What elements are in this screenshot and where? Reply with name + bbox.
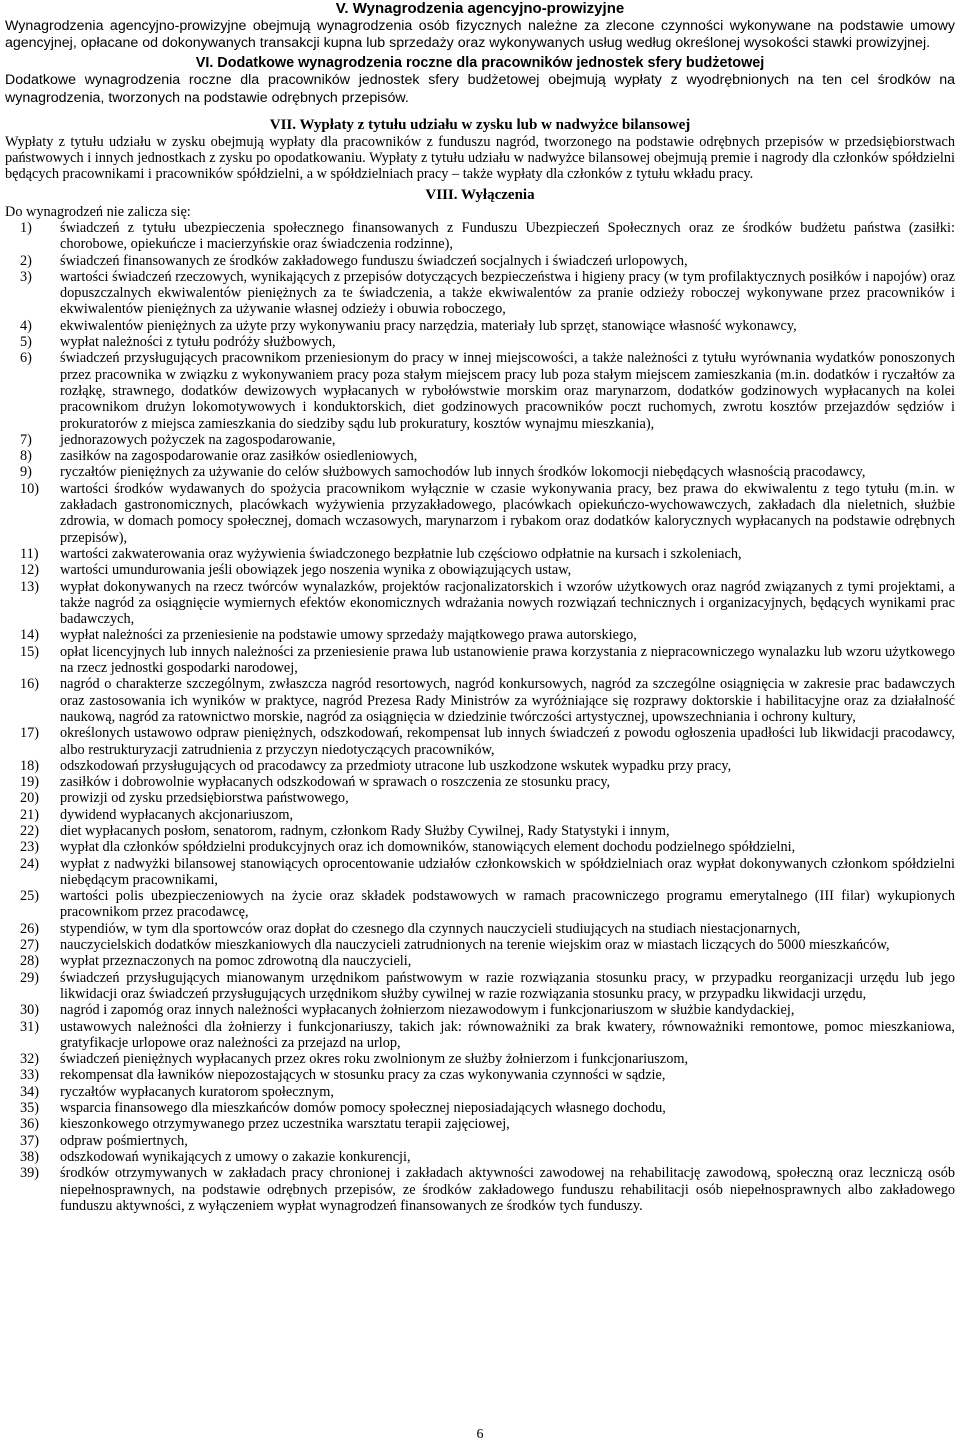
list-item: [5, 1100, 955, 1116]
list-item-text: świadczeń finansowanych ze środków zakładowego funduszu świadczeń socjalnych i świadczeń urlopowych,: [60, 252, 688, 269]
list-item: [5, 318, 955, 334]
list-item-number: 6): [20, 350, 32, 367]
list-item-number: 7): [20, 431, 32, 448]
list-item-text: zasiłków i dobrowolnie wypłacanych odszkodowań w sprawach o roszczenia ze stosunku pracy,: [60, 774, 611, 791]
list-item-number: 22): [20, 822, 40, 839]
list-item-number: 14): [20, 627, 40, 644]
list-item-text: wartości środków wydawanych do spożycia pracownikom wyłącznie w czasie wykonywania pracy, bez prawa do ekwiwalentu z tego tytułu (m.in. w zakładach gastronomicznych, placówkach wyżywienia przyzakładowego, placówkach opiekuńczo-wychowawczych, zakładach dla nieletnich, służbie zdrowia, w domach pomocy społecznej, domach wczasowych, marynarzom i rybakom oraz dodatków kalorycznych wypłacanych na podstawie odrębnych przepisów),: [60, 480, 955, 546]
list-item-number: 32): [20, 1051, 40, 1068]
list-item-text: wartości świadczeń rzeczowych, wynikających z przepisów dotyczących bezpieczeństwa i higieny pracy (w tym profilaktycznych posiłków i napojów) oraz dopuszczalnych ekwiwalentów pieniężnych za te świadczenia, a także ekwiwalentów za pranie odzieży roboczej wykonywane przez pracowników i ekwiwalentów pieniężnych za używanie własnej odzieży i obuwia roboczego,: [60, 268, 955, 318]
list-item-number: 12): [20, 562, 40, 579]
list-item-text: dywidend wypłacanych akcjonariuszom,: [60, 806, 294, 823]
list-item: [5, 970, 955, 1003]
list-item: [5, 758, 955, 774]
list-item-number: 5): [20, 334, 32, 351]
list-item: [5, 774, 955, 790]
list-item-number: 35): [20, 1100, 40, 1117]
list-item-number: 3): [20, 268, 32, 285]
list-item-text: wartości zakwaterowania oraz wyżywienia świadczonego bezpłatnie lub częściowo odpłatnie na kursach i szkoleniach,: [60, 545, 742, 562]
list-item: [5, 350, 955, 431]
list-item-text: prowizji od zysku przedsiębiorstwa państwowego,: [60, 790, 349, 807]
list-item: [5, 546, 955, 562]
section-6-text: Dodatkowe wynagrodzenia roczne dla pracowników jednostek sfery budżetowej obejmują wypłaty z wyodrębnionych na ten cel środków na wynagrodzenia, tworzonych na podstawie odrębnych przepisów.: [5, 72, 955, 106]
list-item-number: 27): [20, 937, 40, 954]
section-5-heading: V. Wynagrodzenia agencyjno-prowizyjne: [335, 0, 625, 17]
list-item: [5, 1019, 955, 1052]
document-page: [5, 0, 955, 1214]
list-item-text: odszkodowań przysługujących od pracodawcy za przedmioty utracone lub uszkodzone wskutek wypadku przy pracy,: [60, 757, 732, 774]
section-8-intro: Do wynagrodzeń nie zalicza się:: [5, 203, 191, 220]
list-item-text: jednorazowych pożyczek na zagospodarowanie,: [60, 431, 336, 448]
list-item-text: ustawowych należności dla żołnierzy i funkcjonariuszy, takich jak: równoważniki za brak kwatery, równoważniki remontowe, pomoc mieszkaniowa, gratyfikacje urlopowe oraz należności za przejazd na urlop,: [60, 1018, 955, 1051]
list-item-text: świadczeń przysługujących pracownikom przeniesionym do pracy w innej miejscowości, a także należności z tytułu wyrównania wydatków ponoszonych przez pracownika w związku z wykonywaniem pracy poza stałym miejscem pracy lub poza stałym miejscem zamieszkania (m.in. dodatków i ryczałtów za rozłąkę, strawnego, dodatków dewizowych wypłacanych w rybołówstwie morskim oraz marynarzom, dodatków godzinowych wypłacanych na kolei pracownikom drużyn lokomotywowych i konduktorskich, diet godzinowych pracowników poczt ruchomych, zwrotu kosztów przejazdów sędziów i prokuratorów z miejsca zamieszkania do siedziby sądu lub prokuratury, kosztów wynajmu mieszkania),: [60, 350, 955, 432]
list-item-number: 11): [20, 545, 39, 562]
list-item-number: 17): [20, 725, 40, 742]
list-item-number: 20): [20, 790, 40, 807]
list-item: [5, 1149, 955, 1165]
list-item-text: wypłat z nadwyżki bilansowej stanowiących oprocentowanie udziałów członkowskich w spółdzielniach oraz wypłat dokonywanych członkom spółdzielni niebędącym pracownikami,: [60, 855, 955, 888]
list-item-text: wartości polis ubezpieczeniowych na życie oraz składek podstawowych w ramach pracowniczego programu emerytalnego (III filar) wykupionych pracownikom przez pracodawcę,: [60, 888, 955, 921]
list-item: [5, 644, 955, 677]
list-item-number: 26): [20, 920, 40, 937]
list-item-number: 38): [20, 1148, 40, 1165]
list-item-number: 10): [20, 480, 40, 497]
list-item-text: odpraw pośmiertnych,: [60, 1132, 188, 1149]
list-item-number: 19): [20, 774, 40, 791]
list-item-number: 1): [20, 220, 32, 236]
list-item-number: 15): [20, 643, 40, 660]
list-item-number: 30): [20, 1002, 40, 1019]
list-item-number: 18): [20, 757, 40, 774]
list-item-number: 16): [20, 676, 40, 693]
list-item-text: nagród o charakterze szczególnym, zwłaszcza nagród resortowych, nagród konkursowych, nagród za szczególne osiągnięcia w zakresie prac badawczych oraz zastosowania ich wyników w praktyce, nagród Prezesa Rady Ministrów za wyróżniające się rozprawy doktorskie i habilitacyjne oraz za działalność naukową, nagród za ratownictwo morskie, nagród za osiągnięcia w dziedzinie twórczości artystycznej, upowszechniania i ochrony kultury,: [60, 676, 955, 725]
list-item: [5, 220, 955, 253]
list-item-number: 21): [20, 806, 40, 823]
list-item-number: 23): [20, 839, 40, 856]
list-item-text: nauczycielskich dodatków mieszkaniowych dla nauczycieli zatrudnionych na terenie wiejskim oraz w miastach liczących do 5000 mieszkańców,: [60, 937, 890, 954]
list-item: [5, 253, 955, 269]
list-item-text: opłat licencyjnych lub innych należności za przeniesienie prawa lub ustanowienie prawa korzystania z niepracowniczego wynalazku lub wzoru użytkowego na rzecz jednostki gospodarki narodowej,: [60, 643, 955, 677]
list-item-number: 37): [20, 1132, 40, 1149]
section-6-heading: VI. Dodatkowe wynagrodzenia roczne dla pracowników jednostek sfery budżetowej: [195, 55, 765, 72]
section-7-text: Wypłaty z tytułu udziału w zysku obejmują wypłaty dla pracowników z funduszu nagród, tworzonego na podstawie odrębnych przepisów w przedsiębiorstwach państwowych i innych jednostkach z zysku po opodatkowaniu. Wypłaty z tytułu udziału w nadwyżce bilansowej obejmują premie i nagrody dla członków spółdzielni będących pracownikami i pracowników spółdzielni, a w spółdzielniach pracy – także wypłaty dla członków z tytułu wkładu pracy.: [5, 133, 955, 183]
list-item-text: świadczeń z tytułu ubezpieczenia społecznego finansowanych z Funduszu Ubezpieczeń Społecznych oraz ze środków budżetu państwa (zasiłki: chorobowe, opiekuńcze i macierzyńskie oraz świadczenia rodzinne),: [60, 220, 955, 253]
list-item: [5, 1116, 955, 1132]
list-item-text: kieszonkowego otrzymywanego przez uczestnika warsztatu terapii zajęciowej,: [60, 1116, 510, 1133]
list-item: [5, 839, 955, 855]
list-item-text: świadczeń przysługujących mianowanym urzędnikom państwowym w razie rozwiązania stosunku pracy, w przypadku reorganizacji urzędu lub jego likwidacji oraz świadczeń przysługujących urzędnikom służby cywilnej w razie rozwiązania stosunku pracy, w przypadku likwidacji urzędu,: [60, 969, 955, 1002]
list-item-text: środków otrzymywanych w zakładach pracy chronionej i zakładach aktywności zawodowej na rehabilitację zawodową, społeczną oraz leczniczą osób niepełnosprawnych, na podstawie odrębnych przepisów, ze środków zakładowego funduszu rehabilitacji osób niepełnosprawnych albo zakładowego funduszu aktywności, z wyłączeniem wypłat wynagrodzeń finansowanych ze środków tych funduszy.: [60, 1165, 955, 1214]
list-item-number: 2): [20, 252, 32, 269]
list-item: [5, 953, 955, 969]
list-item-text: zasiłków na zagospodarowanie oraz zasiłków osiedleniowych,: [60, 448, 418, 465]
list-item-text: ryczałtów wypłacanych kuratorom społecznym,: [60, 1083, 334, 1100]
list-item: [5, 562, 955, 578]
list-item-text: świadczeń pieniężnych wypłacanych przez okres roku zwolnionym ze służby żołnierzom i funkcjonariuszom,: [60, 1051, 689, 1068]
list-item-text: diet wypłacanych posłom, senatorom, radnym, członkom Rady Służby Cywilnej, Rady Statystyki i innym,: [60, 822, 670, 839]
list-item-text: wypłat należności za przeniesienie na podstawie umowy sprzedaży majątkowego prawa autorskiego,: [60, 627, 637, 644]
list-item: [5, 1051, 955, 1067]
list-item-number: 28): [20, 953, 40, 970]
list-item: [5, 676, 955, 725]
list-item: [5, 579, 955, 628]
list-item-text: ryczałtów pieniężnych za używanie do celów służbowych samochodów lub innych środków lokomocji niebędących własnością pracodawcy,: [60, 464, 866, 481]
list-item: [5, 823, 955, 839]
list-item-text: ekwiwalentów pieniężnych za użyte przy wykonywaniu pracy narzędzia, materiały lub sprzęt, stanowiące własność wykonawcy,: [60, 317, 797, 334]
list-item: [5, 790, 955, 806]
section-7-heading: VII. Wypłaty z tytułu udziału w zysku lub w nadwyżce bilansowej: [269, 116, 691, 133]
exclusions-list: [5, 220, 955, 1214]
list-item-text: stypendiów, w tym dla sportowców oraz dopłat do czesnego dla czynnych nauczycieli studiujących na studiach niestacjonarnych,: [60, 920, 801, 937]
list-item: [5, 807, 955, 823]
list-item: [5, 432, 955, 448]
section-8-heading: VIII. Wyłączenia: [425, 186, 535, 203]
list-item: [5, 481, 955, 546]
list-item-number: 25): [20, 888, 40, 905]
list-item: [5, 725, 955, 758]
list-item-number: 9): [20, 464, 32, 481]
list-item: [5, 464, 955, 480]
list-item-number: 29): [20, 969, 40, 986]
list-item-number: 33): [20, 1067, 40, 1084]
list-item-number: 34): [20, 1083, 40, 1100]
list-item-text: odszkodowań wynikających z umowy o zakazie konkurencji,: [60, 1148, 411, 1165]
list-item-number: 24): [20, 855, 40, 872]
section-5-text: Wynagrodzenia agencyjno-prowizyjne obejmują wynagrodzenia osób fizycznych należne za zlecone czynności wykonywane na podstawie umowy agencyjnej, opłacane od dokonywanych transakcji kupna lub sprzedaży oraz wykonywanych usług według określonej wysokości stawki prowizyjnej.: [5, 18, 955, 52]
list-item: [5, 856, 955, 889]
list-item-number: 39): [20, 1165, 40, 1182]
list-item: [5, 269, 955, 318]
list-item-text: wartości umundurowania jeśli obowiązek jego noszenia wynika z obowiązujących ustaw,: [60, 562, 572, 579]
list-item: [5, 1133, 955, 1149]
list-item: [5, 334, 955, 350]
list-item-number: 8): [20, 448, 32, 465]
list-item: [5, 888, 955, 921]
list-item: [5, 627, 955, 643]
page-number: 6: [476, 1427, 484, 1442]
list-item: [5, 1165, 955, 1214]
list-item-number: 31): [20, 1018, 40, 1035]
list-item-text: wypłat dla członków spółdzielni produkcyjnych oraz ich domowników, stanowiących element dochodu podzielnego spółdzielni,: [60, 839, 796, 856]
list-item-number: 13): [20, 578, 40, 595]
list-item: [5, 448, 955, 464]
list-item-text: wypłat dokonywanych na rzecz twórców wynalazków, projektów racjonalizatorskich i wzorów użytkowych oraz nagród związanych z tymi projektami, a także nagród za osiągnięcie wymiernych efektów ekonomicznych wdrażania nowych rozwiązań technicznych i organizacyjnych, będących wynikami prac badawczych,: [60, 578, 955, 628]
list-item-number: 36): [20, 1116, 40, 1133]
list-item-text: nagród i zapomóg oraz innych należności wypłacanych żołnierzom niezawodowym i funkcjonariuszom w służbie kandydackiej,: [60, 1002, 795, 1019]
list-item: [5, 1002, 955, 1018]
list-item-text: rekompensat dla ławników niepozostających w stosunku pracy za czas wykonywania czynności w sądzie,: [60, 1067, 666, 1084]
list-item-text: określonych ustawowo odpraw pieniężnych, odszkodowań, rekompensat lub innych świadczeń z powodu ogłoszenia upadłości lub likwidacji pracodawcy, albo restrukturyzacji zatrudnienia z przyczyn niedotyczących pracowników,: [60, 725, 955, 758]
list-item-text: wypłat należności z tytułu podróży służbowych,: [60, 334, 336, 351]
list-item: [5, 1067, 955, 1083]
list-item-number: 4): [20, 317, 32, 334]
list-item-text: wsparcia finansowego dla mieszkańców domów pomocy społecznej nieposiadających własnego dochodu,: [60, 1100, 666, 1117]
list-item-text: wypłat przeznaczonych na pomoc zdrowotną dla nauczycieli,: [60, 953, 412, 970]
list-item: [5, 1084, 955, 1100]
list-item: [5, 921, 955, 937]
list-item: [5, 937, 955, 953]
